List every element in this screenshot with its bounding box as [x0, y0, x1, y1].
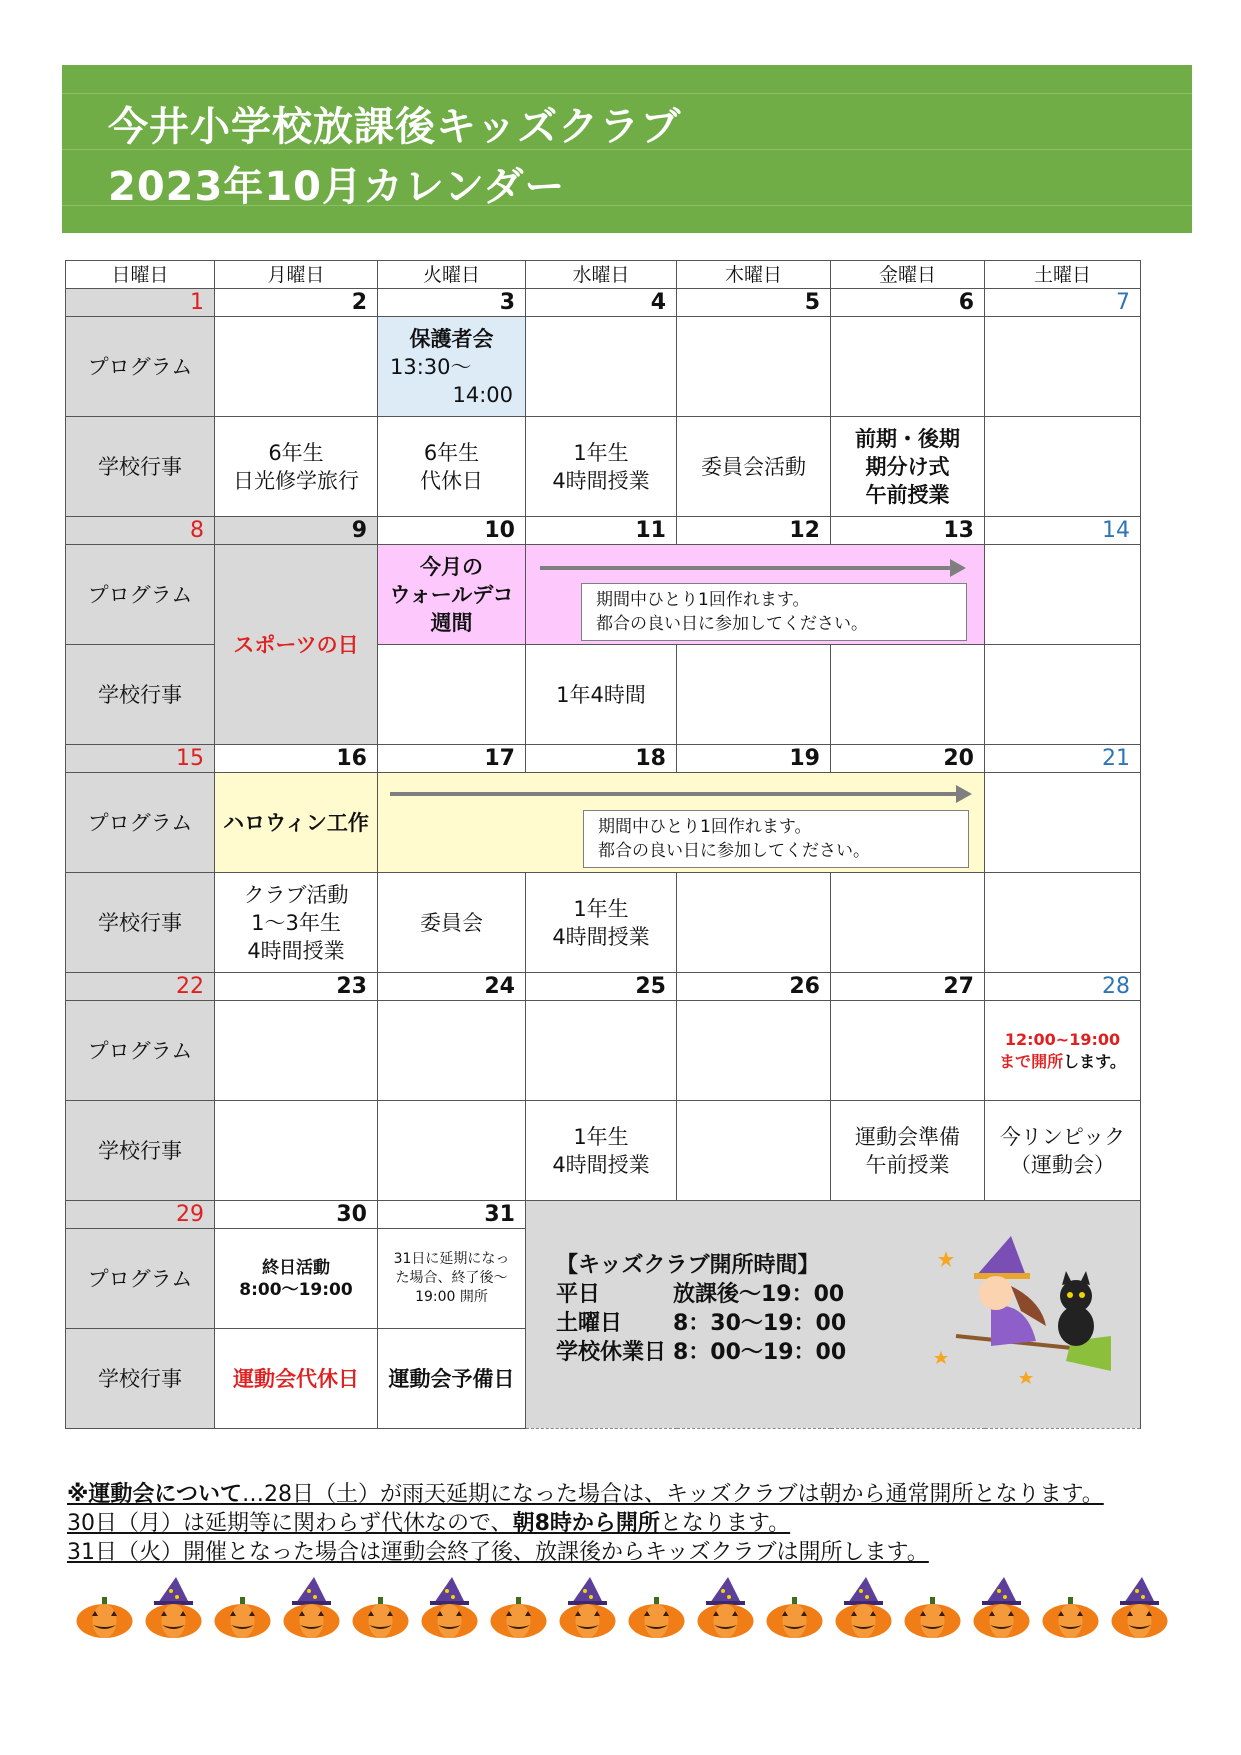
date-cell: 7	[985, 289, 1141, 317]
week3-program-row	[66, 773, 1141, 873]
event-saturday-hours: 12:00~19:00 まで開所します。	[985, 1001, 1141, 1101]
date-cell: 16	[215, 745, 378, 773]
pumpkin-witch-hat-icon	[144, 1577, 203, 1639]
week2-program-row	[66, 545, 1141, 645]
week1-program-row	[66, 317, 1141, 417]
row-label-program: プログラム	[66, 773, 215, 873]
date-cell: 20	[831, 745, 985, 773]
note-line-3: 31日（火）開催となった場合は運動会終了後、放課後からキッズクラブは開所します。	[67, 1540, 929, 1565]
pumpkin-icon	[489, 1577, 548, 1639]
event-halloween-craft: ハロウィン工作	[215, 773, 378, 873]
event-parents-meeting: 保護者会 13:30～ 14:00	[378, 317, 526, 417]
week4-dates	[66, 973, 1141, 1001]
date-cell: 2	[215, 289, 378, 317]
school-event: 委員会	[378, 873, 526, 973]
row-label-school: 学校行事	[66, 1101, 215, 1201]
school-event: 1年生 4時間授業	[526, 417, 677, 517]
date-cell: 18	[526, 745, 677, 773]
school-event: 前期・後期 期分け式 午前授業	[831, 417, 985, 517]
date-cell: 24	[378, 973, 526, 1001]
school-event: 運動会予備日	[378, 1329, 526, 1429]
date-cell: 17	[378, 745, 526, 773]
weekday-wed: 水曜日	[526, 261, 677, 289]
school-event: 1年4時間	[526, 645, 677, 745]
pumpkin-witch-hat-icon	[420, 1577, 479, 1639]
date-cell: 29	[66, 1201, 215, 1229]
calendar-table	[65, 260, 1141, 1429]
date-cell: 5	[677, 289, 831, 317]
note-line-2: 30日（月）は延期等に関わらず代休なので、朝8時から開所となります。	[67, 1511, 791, 1536]
pumpkin-icon	[903, 1577, 962, 1639]
week3-school-row	[66, 873, 1141, 973]
pumpkin-witch-hat-icon	[834, 1577, 893, 1639]
school-event: 1年生 4時間授業	[526, 1101, 677, 1201]
date-cell: 4	[526, 289, 677, 317]
row-label-school: 学校行事	[66, 1329, 215, 1429]
row-label-school: 学校行事	[66, 873, 215, 973]
weekday-sun: 日曜日	[66, 261, 215, 289]
event-postponed-note: 31日に延期になっ た場合、終了後～ 19:00 開所	[378, 1229, 526, 1329]
pumpkin-icon	[627, 1577, 686, 1639]
weekday-mon: 月曜日	[215, 261, 378, 289]
date-cell: 10	[378, 517, 526, 545]
date-cell: 25	[526, 973, 677, 1001]
school-event: 6年生 代休日	[378, 417, 526, 517]
title-school-club: 今井小学校放課後キッズクラブ	[108, 104, 682, 150]
date-cell: 11	[526, 517, 677, 545]
event-wall-deco-week: 今月の ウォールデコ 週間	[378, 545, 526, 645]
pumpkin-witch-hat-icon	[558, 1577, 617, 1639]
school-event: 6年生 日光修学旅行	[215, 417, 378, 517]
week1-dates	[66, 289, 1141, 317]
date-cell: 9	[215, 517, 378, 545]
date-cell: 22	[66, 973, 215, 1001]
row-label-program: プログラム	[66, 545, 215, 645]
week5-dates	[66, 1201, 1141, 1229]
row-label-school: 学校行事	[66, 417, 215, 517]
row-label-program: プログラム	[66, 317, 215, 417]
weekday-header-row	[66, 261, 1141, 289]
weekday-thu: 木曜日	[677, 261, 831, 289]
period-note: 期間中ひとり1回作れます。 都合の良い日に参加してください。	[583, 810, 969, 868]
weekday-sat: 土曜日	[985, 261, 1141, 289]
week2-dates	[66, 517, 1141, 545]
pumpkin-witch-hat-icon	[282, 1577, 341, 1639]
period-arrow	[390, 792, 958, 796]
date-cell: 8	[66, 517, 215, 545]
date-cell: 19	[677, 745, 831, 773]
pumpkin-icon	[1041, 1577, 1100, 1639]
date-cell: 15	[66, 745, 215, 773]
holiday-sports-day: スポーツの日	[215, 545, 378, 745]
school-event: 今リンピック （運動会）	[985, 1101, 1141, 1201]
date-cell: 6	[831, 289, 985, 317]
black-cat-icon	[1046, 1271, 1106, 1351]
school-event: 運動会準備 午前授業	[831, 1101, 985, 1201]
opening-hours-text: 【キッズクラブ開所時間】 平日 放課後～19：00 土曜日 8：30～19：00 学校休業日 8：00～19：00	[556, 1253, 847, 1365]
week1-school-row	[66, 417, 1141, 517]
note-line-1: ※運動会について…28日（土）が雨天延期になった場合は、キッズクラブは朝から通常開所となります。	[67, 1482, 1104, 1507]
date-cell: 23	[215, 973, 378, 1001]
weekday-fri: 金曜日	[831, 261, 985, 289]
wall-deco-period	[526, 545, 985, 645]
pumpkin-icon	[351, 1577, 410, 1639]
sports-day-notes	[67, 1480, 1104, 1567]
pumpkin-witch-hat-icon	[972, 1577, 1031, 1639]
pumpkin-icon	[213, 1577, 272, 1639]
period-arrow	[540, 566, 952, 570]
halloween-period	[378, 773, 985, 873]
pumpkin-icon	[765, 1577, 824, 1639]
weekday-tue: 火曜日	[378, 261, 526, 289]
period-note: 期間中ひとり1回作れます。 都合の良い日に参加してください。	[581, 583, 967, 641]
row-label-program: プログラム	[66, 1229, 215, 1329]
school-event: 委員会活動	[677, 417, 831, 517]
week4-school-row	[66, 1101, 1141, 1201]
date-cell: 21	[985, 745, 1141, 773]
pumpkin-icon	[75, 1577, 134, 1639]
title-month-calendar: 2023年10月カレンダー	[108, 164, 566, 210]
date-cell: 27	[831, 973, 985, 1001]
pumpkin-witch-hat-icon	[696, 1577, 755, 1639]
row-label-school: 学校行事	[66, 645, 215, 745]
date-cell: 26	[677, 973, 831, 1001]
pumpkin-witch-hat-icon	[1110, 1577, 1169, 1639]
pumpkin-border	[75, 1577, 1169, 1639]
date-cell: 1	[66, 289, 215, 317]
event-all-day: 終日活動 8:00～19:00	[215, 1229, 378, 1329]
date-cell: 13	[831, 517, 985, 545]
week3-dates	[66, 745, 1141, 773]
header-banner	[62, 65, 1192, 233]
date-cell: 30	[215, 1201, 378, 1229]
school-event: クラブ活動 1～3年生 4時間授業	[215, 873, 378, 973]
date-cell: 28	[985, 973, 1141, 1001]
date-cell: 12	[677, 517, 831, 545]
school-event: 1年生 4時間授業	[526, 873, 677, 973]
school-event: 運動会代休日	[215, 1329, 378, 1429]
date-cell: 31	[378, 1201, 526, 1229]
row-label-program: プログラム	[66, 1001, 215, 1101]
week4-program-row	[66, 1001, 1141, 1101]
opening-hours-box	[526, 1201, 1141, 1429]
date-cell: 14	[985, 517, 1141, 545]
date-cell: 3	[378, 289, 526, 317]
